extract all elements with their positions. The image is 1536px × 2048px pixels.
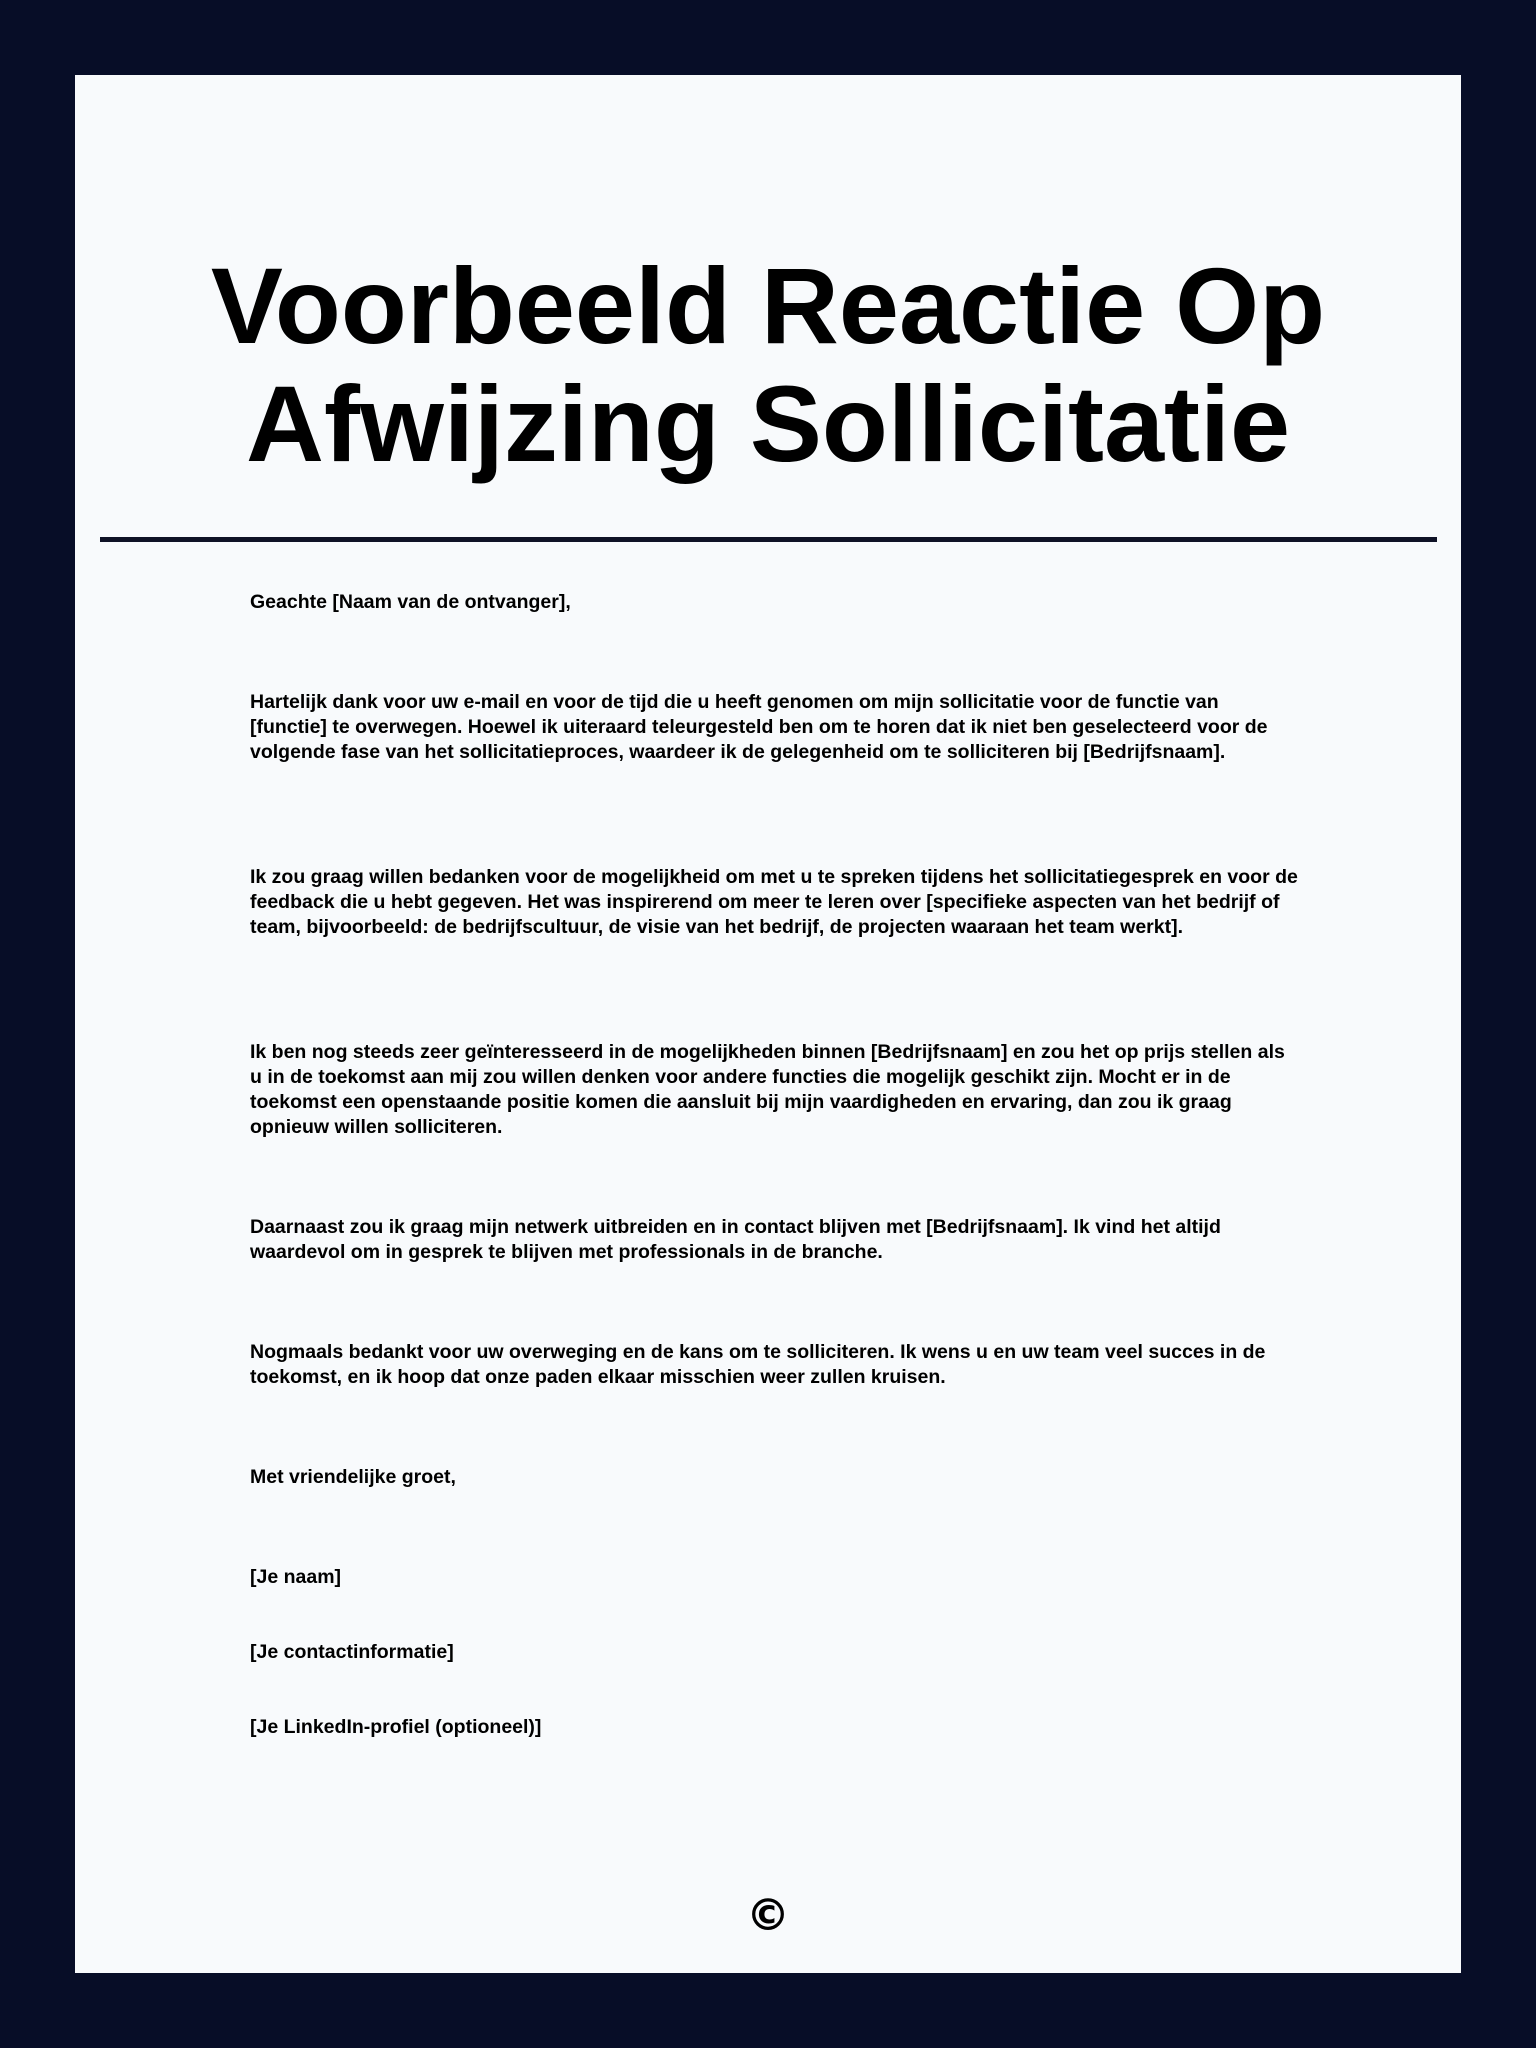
- document-title: Voorbeeld Reactie Op Afwijzing Sollicitatie: [210, 245, 1326, 484]
- copyright-icon: ©: [746, 1890, 790, 1941]
- signature-contact: [Je contactinformatie]: [250, 1641, 454, 1663]
- letter-paragraph: Hartelijk dank voor uw e-mail en voor de tijd die u heeft genomen om mijn sollicitatie voor de functie van [functie] te overwegen. Hoewel ik uiteraard teleurgesteld ben om te horen dat ik niet ben geselecteerd voor de volgende fase van het sollicitatieproces, waardeer ik de gelegenheid om te solliciteren bij [Bedrijfsnaam].: [250, 691, 1268, 763]
- letter-paragraph: Ik zou graag willen bedanken voor de mogelijkheid om met u te spreken tijdens het sollicitatiegesprek en voor de feedback die u hebt gegeven. Het was inspirerend om meer te leren over [specifieke aspecten van het bedrijf of team, bijvoorbeeld: de bedrijfscultuur, de visie van het bedrijf, de projecten waaraan het team werkt].: [250, 866, 1298, 938]
- title-divider: [100, 537, 1437, 542]
- letter-salutation: Geachte [Naam van de ontvanger],: [250, 591, 571, 613]
- letter-paragraph: Daarnaast zou ik graag mijn netwerk uitbreiden en in contact blijven met [Bedrijfsnaam]. Ik vind het altijd waardevol om in gesprek te blijven met professionals in de branche.: [250, 1216, 1221, 1263]
- signature-linkedin: [Je LinkedIn-profiel (optioneel)]: [250, 1716, 542, 1738]
- letter-paragraph: Nogmaals bedankt voor uw overweging en de kans om te solliciteren. Ik wens u en uw team veel succes in de toekomst, en ik hoop dat onze paden elkaar misschien weer zullen kruisen.: [250, 1341, 1266, 1388]
- letter-paragraph: Ik ben nog steeds zeer geïnteresseerd in de mogelijkheden binnen [Bedrijfsnaam] en zou het op prijs stellen als u in de toekomst aan mij zou willen denken voor andere functies die mogelijk geschikt zijn. Mocht er in de toekomst een openstaande positie komen die aansluit bij mijn vaardigheden en ervaring, dan zou ik graag opnieuw willen solliciteren.: [250, 1041, 1285, 1138]
- signature-name: [Je naam]: [250, 1566, 342, 1588]
- letter-closing: Met vriendelijke groet,: [250, 1466, 456, 1488]
- document-page: [75, 75, 1461, 1973]
